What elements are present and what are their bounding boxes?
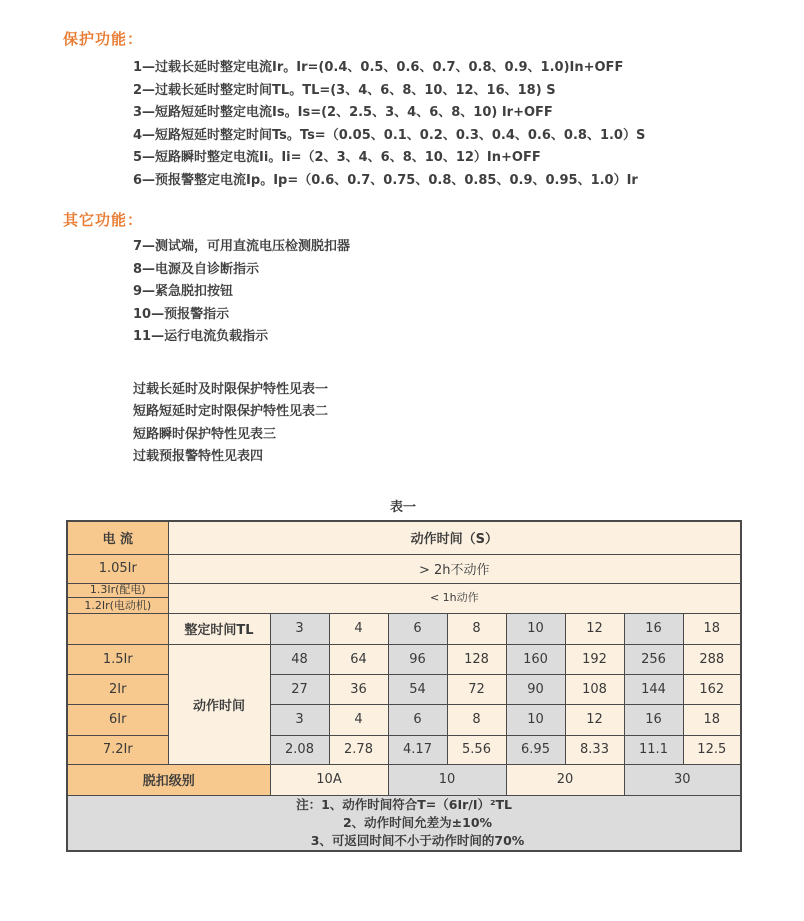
section-heading-protection: 保护功能： (63, 30, 144, 48)
list-item: 6—预报警整定电流Ip。Ip=（0.6、0.7、0.75、0.8、0.85、0.9、0.95、1.0）Ir (133, 172, 638, 188)
list-item: 2—过载长延时整定时间TL。TL=(3、4、6、8、10、12、16、18) S (133, 82, 556, 98)
row-label: 6Ir (67, 704, 168, 735)
value-cell: 8 (447, 613, 506, 644)
value-cell: 256 (624, 644, 683, 674)
note-line: 3、可返回时间不小于动作时间的70% (310, 832, 525, 848)
reference-line: 过载预报警特性见表四 (133, 449, 264, 464)
list-item: 5—短路瞬时整定电流Ii。Ii=（2、3、4、6、8、10、12）In+OFF (133, 150, 541, 165)
value-cell: 108 (565, 674, 624, 704)
value-cell: 30 (624, 764, 741, 795)
value-cell: 18 (683, 613, 741, 644)
col-action-time-header: 动作时间（S） (168, 521, 741, 555)
value-cell: 3 (270, 704, 329, 735)
value-cell: 18 (683, 704, 741, 735)
value-cell: 16 (624, 613, 683, 644)
action-time-label: 动作时间 (168, 644, 270, 764)
table-row (67, 583, 741, 597)
value-cell: 16 (624, 704, 683, 735)
value-cell: 4 (329, 613, 388, 644)
table-reference-lines (133, 379, 804, 469)
value-cell: 12 (565, 613, 624, 644)
value-cell: 160 (506, 644, 565, 674)
list-item: 8—电源及自诊断指示 (133, 261, 260, 277)
table-1-overload-characteristics (66, 520, 742, 852)
value-cell: 3 (270, 613, 329, 644)
protection-feature-list (133, 57, 804, 192)
list-item: 4—短路短延时整定时间Ts。Ts=（0.05、0.1、0.2、0.3、0.4、0.6、0.8、1.0）S (133, 127, 646, 143)
value-cell: 12 (565, 704, 624, 735)
value-cell: 27 (270, 674, 329, 704)
table-row (67, 554, 741, 583)
datasheet-page (0, 28, 804, 921)
value-cell: < 1h动作 (168, 583, 741, 613)
value-cell: 72 (447, 674, 506, 704)
list-item: 1—过载长延时整定电流Ir。Ir=(0.4、0.5、0.6、0.7、0.8、0.9、1.0)In+OFF (133, 60, 624, 75)
reference-line: 过载长延时及时限保护特性见表一 (133, 381, 329, 397)
table-row (67, 521, 741, 555)
value-cell: 10 (506, 613, 565, 644)
value-cell: 128 (447, 644, 506, 674)
value-cell: 6 (388, 704, 447, 735)
list-item: 3—短路短延时整定电流Is。Is=(2、2.5、3、4、6、8、10) Ir+OFF (133, 105, 553, 120)
row-label: 1.05Ir (67, 554, 168, 583)
value-cell: 20 (506, 764, 624, 795)
value-cell: 10A (270, 764, 388, 795)
value-cell: 4.17 (388, 735, 447, 764)
list-item: 11—运行电流负载指示 (133, 329, 269, 344)
value-cell: 8 (447, 704, 506, 735)
value-cell: 8.33 (565, 735, 624, 764)
section-heading-other: 其它功能： (63, 211, 144, 229)
value-cell: > 2h不动作 (168, 554, 741, 583)
table-row (67, 764, 741, 795)
value-cell: 4 (329, 704, 388, 735)
other-feature-list (133, 236, 804, 349)
table-row (67, 795, 741, 851)
value-cell: 6 (388, 613, 447, 644)
note-line: 注：1、动作时间符合T=（6Ir/I）²TL (296, 796, 512, 812)
value-cell: 54 (388, 674, 447, 704)
table-row (67, 613, 741, 644)
value-cell: 90 (506, 674, 565, 704)
empty-cell (67, 613, 168, 644)
value-cell: 36 (329, 674, 388, 704)
reference-line: 短路短延时定时限保护特性见表二 (133, 404, 329, 419)
table-row (67, 644, 741, 674)
table-notes (67, 795, 741, 851)
value-cell: 11.1 (624, 735, 683, 764)
value-cell: 288 (683, 644, 741, 674)
value-cell: 2.08 (270, 735, 329, 764)
value-cell: 12.5 (683, 735, 741, 764)
value-cell: 6.95 (506, 735, 565, 764)
list-item: 7—测试端，可用直流电压检测脱扣器 (133, 239, 351, 254)
trip-class-label: 脱扣级别 (67, 764, 270, 795)
value-cell: 192 (565, 644, 624, 674)
value-cell: 2.78 (329, 735, 388, 764)
col-current-header: 电 流 (67, 521, 168, 555)
note-line: 2、动作时间允差为±10% (342, 814, 493, 830)
value-cell: 64 (329, 644, 388, 674)
value-cell: 10 (388, 764, 506, 795)
row-label: 1.2Ir(电动机) (67, 597, 168, 613)
row-label: 7.2Ir (67, 735, 168, 764)
set-time-label: 整定时间TL (168, 613, 270, 644)
value-cell: 96 (388, 644, 447, 674)
value-cell: 162 (683, 674, 741, 704)
row-label: 1.5Ir (67, 644, 168, 674)
value-cell: 10 (506, 704, 565, 735)
list-item: 10—预报警指示 (133, 306, 230, 322)
row-label: 2Ir (67, 674, 168, 704)
value-cell: 48 (270, 644, 329, 674)
reference-line: 短路瞬时保护特性见表三 (133, 426, 277, 442)
list-item: 9—紧急脱扣按钮 (133, 284, 234, 299)
table-title: 表一 (389, 499, 416, 515)
value-cell: 144 (624, 674, 683, 704)
value-cell: 5.56 (447, 735, 506, 764)
row-label: 1.3Ir(配电) (67, 583, 168, 597)
